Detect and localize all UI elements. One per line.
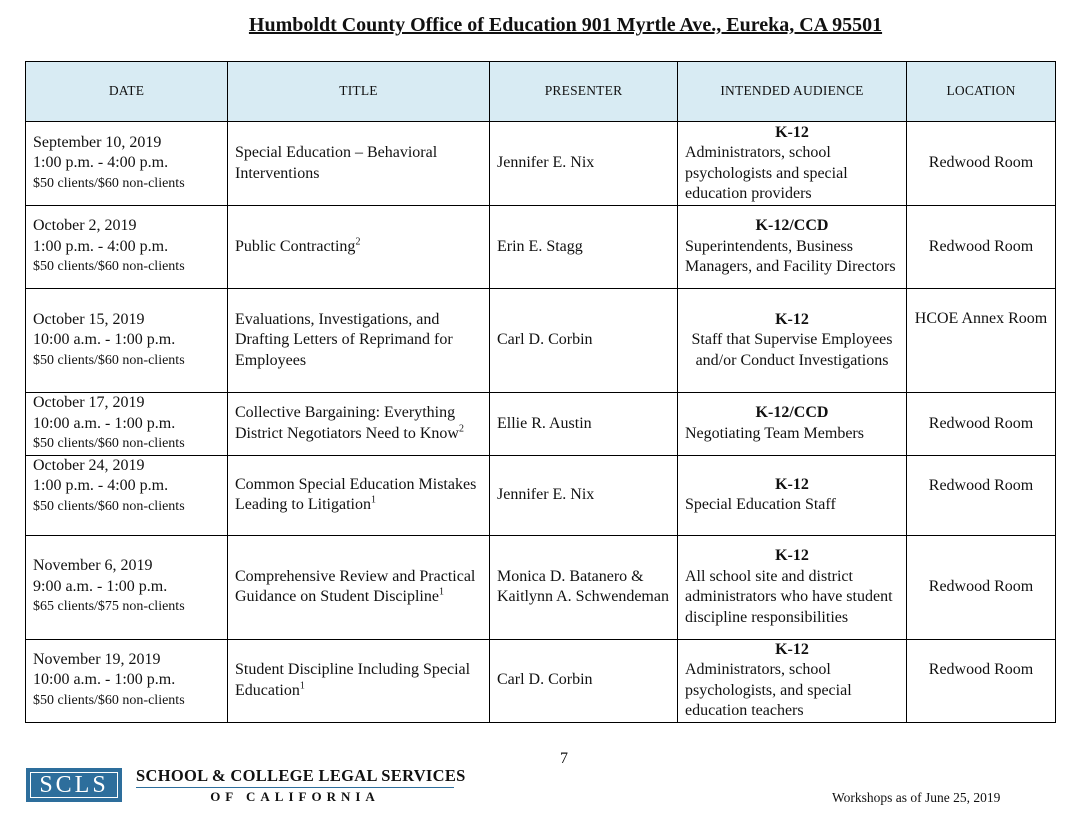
workshop-date: October 15, 2019: [33, 310, 145, 328]
scls-logo: [26, 768, 122, 802]
date-cell: [26, 122, 228, 206]
title-cell: [228, 535, 490, 639]
table-row: [26, 393, 1056, 456]
workshop-date: November 19, 2019: [33, 650, 161, 668]
workshop-title: Collective Bargaining: Everything District Negotiators Need to Know: [235, 404, 459, 442]
header-audience: INTENDED AUDIENCE: [678, 62, 907, 122]
table-row: [26, 639, 1056, 722]
audience-description: Special Education Staff: [685, 496, 836, 513]
workshop-time: 1:00 p.m. - 4:00 p.m.: [33, 154, 169, 172]
audience-grade: K-12/CCD: [755, 217, 829, 235]
title-cell: [228, 455, 490, 535]
audience-cell: [678, 535, 907, 639]
audience-grade: K-12: [775, 123, 809, 141]
page-title: Humboldt County Office of Education 901 Myrtle Ave., Eureka, CA 95501: [248, 14, 883, 36]
organization-name: SCHOOL & COLLEGE LEGAL SERVICES: [136, 766, 466, 785]
audience-grade: K-12: [775, 547, 809, 564]
workshop-date: October 24, 2019: [33, 456, 145, 474]
location-cell: Redwood Room: [907, 455, 1056, 535]
presenter-cell: Monica D. Batanero & Kaitlynn A. Schwendeman: [490, 535, 678, 639]
audience-cell: [678, 639, 907, 722]
location-cell: Redwood Room: [907, 639, 1056, 722]
organization-state: OF CALIFORNIA: [210, 789, 380, 804]
presenter-cell: Erin E. Stagg: [490, 206, 678, 289]
title-cell: [228, 206, 490, 289]
workshop-title: Common Special Education Mistakes Leading to Litigation: [235, 475, 477, 513]
table-header-row: [26, 62, 1056, 122]
date-cell: [26, 393, 228, 456]
header-title: TITLE: [228, 62, 490, 122]
location-cell: Redwood Room: [907, 122, 1056, 206]
presenter-cell: Carl D. Corbin: [490, 289, 678, 393]
table-row: [26, 206, 1056, 289]
workshops-as-of: Workshops as of June 25, 2019: [832, 790, 1001, 805]
workshop-table: [25, 61, 1056, 723]
date-cell: [26, 289, 228, 393]
table-row: [26, 289, 1056, 393]
audience-description: Administrators, school psychologists and special education providers: [685, 144, 848, 202]
table-row: [26, 535, 1056, 639]
title-cell: [228, 122, 490, 206]
workshop-fee: $50 clients/$60 non-clients: [33, 436, 185, 451]
workshop-time: 1:00 p.m. - 4:00 p.m.: [33, 477, 169, 494]
page-number: 7: [560, 750, 568, 767]
title-cell: [228, 393, 490, 456]
location-cell: HCOE Annex Room: [907, 289, 1056, 393]
date-cell: [26, 639, 228, 722]
presenter-cell: Jennifer E. Nix: [490, 122, 678, 206]
workshop-time: 9:00 a.m. - 1:00 p.m.: [33, 577, 168, 595]
workshop-title: Student Discipline Including Special Education: [235, 661, 471, 699]
audience-cell: [678, 122, 907, 206]
workshop-title: Comprehensive Review and Practical Guidance on Student Discipline: [235, 567, 476, 605]
date-cell: [26, 206, 228, 289]
date-cell: [26, 455, 228, 535]
presenter-cell: Jennifer E. Nix: [490, 455, 678, 535]
presenter-cell: Ellie R. Austin: [490, 393, 678, 456]
workshop-date: November 6, 2019: [33, 557, 153, 575]
header-date: DATE: [26, 62, 228, 122]
location-cell: Redwood Room: [907, 535, 1056, 639]
workshop-fee: $65 clients/$75 non-clients: [33, 599, 185, 615]
audience-description: All school site and district administrators who have student discipline responsibilities: [685, 567, 893, 626]
workshop-time: 10:00 a.m. - 1:00 p.m.: [33, 671, 176, 689]
audience-grade: K-12: [775, 310, 809, 328]
audience-cell: [678, 206, 907, 289]
audience-grade: K-12: [775, 640, 809, 658]
workshop-title: Special Education – Behavioral Interventions: [235, 144, 438, 182]
footnote-marker: 1: [438, 586, 444, 598]
workshop-date: September 10, 2019: [33, 133, 162, 151]
table-row: [26, 455, 1056, 535]
workshop-time: 10:00 a.m. - 1:00 p.m.: [33, 414, 176, 432]
workshop-fee: $50 clients/$60 non-clients: [33, 498, 185, 514]
workshop-title: Public Contracting: [235, 237, 356, 255]
workshop-date: October 2, 2019: [33, 217, 137, 235]
date-cell: [26, 535, 228, 639]
audience-cell: [678, 393, 907, 456]
footnote-marker: 1: [370, 494, 376, 506]
footnote-marker: 2: [355, 236, 361, 248]
workshop-fee: $50 clients/$60 non-clients: [33, 175, 185, 191]
audience-description: Staff that Supervise Employees and/or Conduct Investigations: [691, 331, 893, 369]
workshop-date: October 17, 2019: [33, 394, 145, 411]
audience-description: Negotiating Team Members: [685, 424, 864, 442]
location-cell: Redwood Room: [907, 393, 1056, 456]
workshop-fee: $50 clients/$60 non-clients: [33, 692, 185, 708]
header-presenter: PRESENTER: [490, 62, 678, 122]
footnote-marker: 1: [299, 680, 305, 692]
audience-grade: K-12: [775, 475, 809, 493]
audience-cell: [678, 289, 907, 393]
workshop-time: 10:00 a.m. - 1:00 p.m.: [33, 331, 176, 349]
audience-description: Superintendents, Business Managers, and Facility Directors: [685, 237, 896, 276]
workshop-title: Evaluations, Investigations, and Drafting Letters of Reprimand for Employees: [235, 310, 453, 369]
title-cell: [228, 639, 490, 722]
footnote-marker: 2: [458, 423, 464, 435]
organization-divider: [136, 787, 454, 788]
audience-cell: [678, 455, 907, 535]
workshop-fee: $50 clients/$60 non-clients: [33, 352, 185, 368]
table-row: [26, 122, 1056, 206]
presenter-cell: Carl D. Corbin: [490, 639, 678, 722]
audience-grade: K-12/CCD: [755, 404, 829, 422]
workshop-fee: $50 clients/$60 non-clients: [33, 259, 185, 275]
scls-logo-text: SCLS: [30, 772, 118, 798]
header-location: LOCATION: [907, 62, 1056, 122]
audience-description: Administrators, school psychologists, and special education teachers: [685, 661, 852, 719]
workshop-time: 1:00 p.m. - 4:00 p.m.: [33, 237, 169, 255]
location-cell: Redwood Room: [907, 206, 1056, 289]
title-cell: [228, 289, 490, 393]
